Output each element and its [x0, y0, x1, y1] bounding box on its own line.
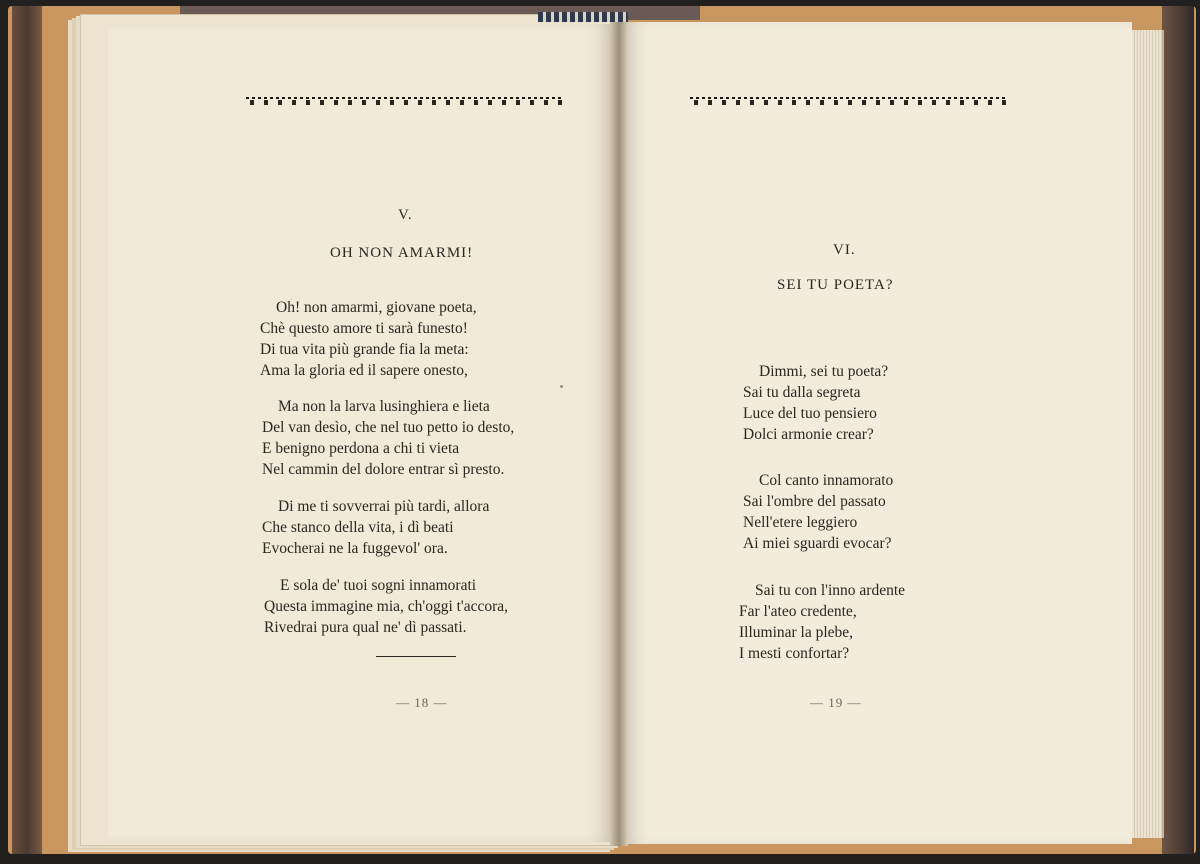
verse-line: Sai tu dalla segreta [743, 384, 861, 401]
headband [538, 12, 628, 22]
right-poem-title: SEI TU POETA? [777, 277, 894, 293]
left-stanza-2 [262, 396, 514, 480]
left-stanza-3 [262, 496, 489, 559]
verse-line: Di tua vita più grande fia la meta: [260, 341, 469, 358]
verse-line: Dimmi, sei tu poeta? [759, 363, 889, 380]
verse-line: Che stanco della vita, i dì beati [262, 519, 454, 536]
verse-line: Chè questo amore ti sarà funesto! [260, 320, 468, 337]
verse-line: Nel cammin del dolore entrar sì presto. [262, 461, 505, 478]
verse-line: Sai l'ombre del passato [743, 493, 886, 510]
verse-line: Del van desìo, che nel tuo petto io desto, [262, 419, 515, 436]
verse-line: I mesti confortar? [739, 645, 850, 662]
cover-spine-band-right [1162, 6, 1194, 854]
left-header-ornament [246, 97, 564, 105]
cover-spine-band-left [12, 6, 42, 854]
left-poem-numeral: V. [398, 207, 413, 223]
right-stanza-3 [739, 580, 905, 664]
left-page-number: — 18 — [396, 695, 448, 710]
verse-line: Rivedrai pura qual ne' dì passati. [264, 619, 467, 636]
right-poem-numeral: VI. [833, 242, 856, 258]
verse-line: Illuminar la plebe, [739, 624, 854, 641]
verse-line: Luce del tuo pensiero [743, 405, 877, 422]
verse-line: E sola de' tuoi sogni innamorati [280, 577, 477, 594]
right-page-number: — 19 — [810, 695, 862, 710]
right-header-ornament [690, 97, 1006, 105]
right-stanza-2 [743, 470, 893, 554]
verse-line: E benigno perdona a chi ti vieta [262, 440, 460, 457]
verse-line: Questa immagine mia, ch'oggi t'accora, [264, 598, 509, 615]
left-stanza-1 [260, 297, 477, 381]
end-of-poem-rule [376, 656, 456, 657]
verse-line: Ai miei sguardi evocar? [743, 535, 892, 552]
verse-line: Dolci armonie crear? [743, 426, 874, 443]
verse-line: Col canto innamorato [759, 472, 894, 489]
right-stanza-1 [743, 361, 888, 445]
verse-line: Ama la gloria ed il sapere onesto, [260, 362, 468, 379]
verse-line: Evocherai ne la fuggevol' ora. [262, 540, 448, 557]
verse-line: Sai tu con l'inno ardente [755, 582, 906, 599]
paper-speck [560, 385, 563, 388]
book-gutter [610, 20, 628, 846]
verse-line: Far l'ateo credente, [739, 603, 857, 620]
verse-line: Ma non la larva lusinghiera e lieta [278, 398, 490, 415]
left-poem-title: OH NON AMARMI! [330, 245, 474, 261]
verse-line: Oh! non amarmi, giovane poeta, [276, 299, 477, 316]
left-stanza-4 [264, 575, 508, 638]
verse-line: Di me ti sovverrai più tardi, allora [278, 498, 490, 515]
verse-line: Nell'etere leggiero [743, 514, 858, 531]
